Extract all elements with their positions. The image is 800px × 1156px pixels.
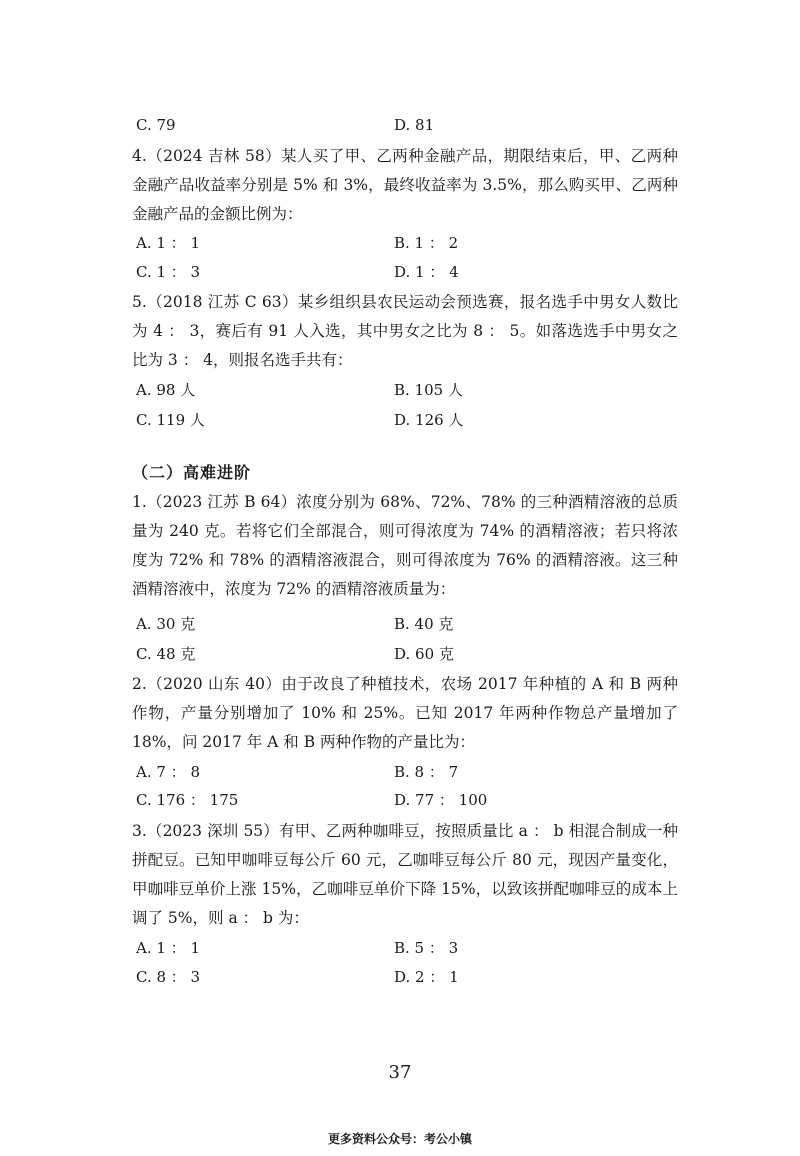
question-5-text: 5.（2018 江苏 C 63）某乡组织县农民运动会预选赛，报名选手中男女人数比为 4 ： 3，赛后有 91 人入选，其中男女之比为 8 ： 5。如落选选手中男女之比为 3 ： 4，则报名选手共有： (132, 293, 678, 369)
section-title: （二）高难进阶 (132, 463, 252, 482)
question-5 (132, 288, 678, 375)
option-a: A. 30 克 (136, 615, 196, 633)
option-b: B. 105 人 (394, 381, 463, 399)
option-c: C. 79 (136, 116, 176, 134)
option-d: D. 1 ： 4 (394, 263, 459, 281)
option-d: D. 77 ： 100 (394, 791, 488, 809)
option-c: C. 48 克 (136, 645, 196, 663)
option-b: B. 8 ： 7 (394, 763, 459, 781)
option-b: B. 5 ： 3 (394, 939, 459, 957)
hard-question-1-text: 1.（2023 江苏 B 64）浓度分别为 68%、72%、78% 的三种酒精溶液的总质量为 240 克。若将它们全部混合，则可得浓度为 74% 的酒精溶液；若只将浓度为 72% 和 78% 的酒精溶液混合，则可得浓度为 76% 的酒精溶液。这三种酒精溶液中，浓度为 72% 的酒精溶液质量为： (132, 493, 678, 598)
option-a: A. 1 ： 1 (136, 939, 200, 957)
option-b: B. 40 克 (394, 615, 454, 633)
option-a: A. 98 人 (136, 381, 196, 399)
option-c: C. 8 ： 3 (136, 968, 201, 986)
hard-question-2-text: 2.（2020 山东 40）由于改良了种植技术，农场 2017 年种植的 A 和 B 两种作物，产量分别增加了 10% 和 25%。已知 2017 年两种作物总产量增加了 18%，问 2017 年 A 和 B 两种作物的产量比为： (132, 675, 678, 751)
option-d: D. 60 克 (394, 645, 454, 663)
option-d: D. 126 人 (394, 411, 464, 429)
question-4-text: 4.（2024 吉林 58）某人买了甲、乙两种金融产品，期限结束后，甲、乙两种金融产品收益率分别是 5% 和 3%，最终收益率为 3.5%，那么购买甲、乙两种金融产品的金额比例为： (132, 147, 678, 223)
option-b: B. 1 ： 2 (394, 234, 459, 252)
hard-question-2 (132, 670, 678, 757)
hard-question-1 (132, 488, 678, 604)
option-c: C. 176 ： 175 (136, 791, 239, 809)
question-4 (132, 142, 678, 229)
option-c: C. 1 ： 3 (136, 263, 201, 281)
option-a: A. 7 ： 8 (136, 763, 200, 781)
option-d: D. 81 (394, 116, 435, 134)
hard-question-3 (132, 817, 678, 933)
hard-question-3-text: 3.（2023 深圳 55）有甲、乙两种咖啡豆，按照质量比 a ： b 相混合制成一种拼配豆。已知甲咖啡豆每公斤 60 元，乙咖啡豆每公斤 80 元，现因产量变化，甲咖啡豆单价上涨 15%，乙咖啡豆单价下降 15%，以致该拼配咖啡豆的成本上调了 5%，则 a ： b 为： (132, 822, 678, 927)
option-d: D. 2 ： 1 (394, 968, 459, 986)
option-a: A. 1 ： 1 (136, 234, 200, 252)
page-number: 37 (388, 1062, 412, 1083)
footer-note: 更多资料公众号：考公小镇 (327, 1132, 472, 1146)
option-c: C. 119 人 (136, 411, 205, 429)
